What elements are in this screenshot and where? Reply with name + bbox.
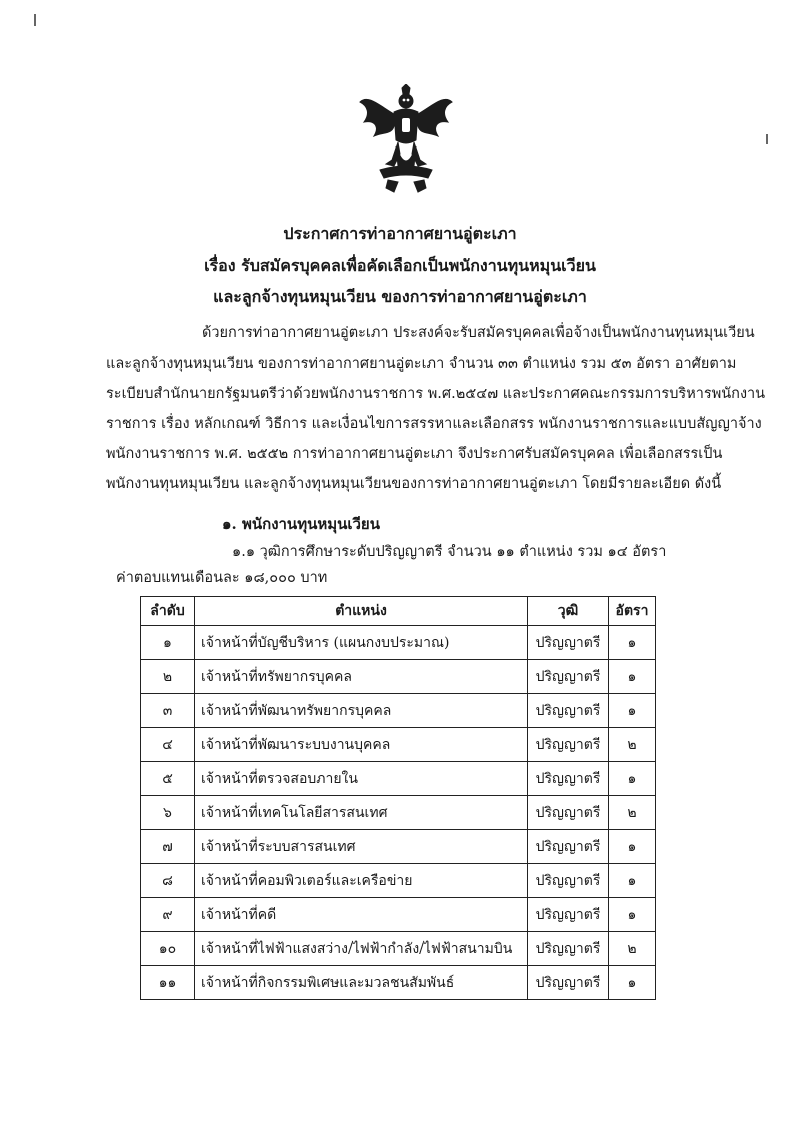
row-number: ๑ [141, 626, 195, 660]
row-position: เจ้าหน้าที่กิจกรรมพิเศษและมวลชนสัมพันธ์ [195, 966, 528, 1000]
row-number: ๓ [141, 694, 195, 728]
margin-mark [34, 14, 36, 26]
row-count: ๑ [609, 898, 656, 932]
row-number: ๔ [141, 728, 195, 762]
row-count: ๑ [609, 830, 656, 864]
table-row [141, 932, 656, 966]
row-count: ๒ [609, 932, 656, 966]
salary-line: ค่าตอบแทนเดือนละ ๑๘,๐๐๐ บาท [116, 570, 328, 586]
row-qualification: ปริญญาตรี [528, 660, 609, 694]
table-row [141, 762, 656, 796]
row-count: ๑ [609, 626, 656, 660]
row-number: ๑๐ [141, 932, 195, 966]
positions-table [140, 596, 656, 1000]
announcement-subject: เรื่อง รับสมัครบุคคลเพื่อคัดเลือกเป็นพนักงานทุนหมุนเวียน [204, 256, 596, 275]
intro-line: ราชการ เรื่อง หลักเกณฑ์ วิธีการ และเงื่อนไขการสรรหาและเลือกสรร พนักงานราชการและแบบสัญญาจ้าง [106, 416, 762, 432]
row-number: ๗ [141, 830, 195, 864]
intro-line: และลูกจ้างทุนหมุนเวียน ของการท่าอากาศยานอู่ตะเภา จำนวน ๓๓ ตำแหน่ง รวม ๕๓ อัตรา อาศัยตาม [106, 356, 737, 372]
table-row [141, 660, 656, 694]
row-position: เจ้าหน้าที่ไฟฟ้าแสงสว่าง/ไฟฟ้ากำลัง/ไฟฟ้าสนามบิน [195, 932, 528, 966]
intro-line: พนักงานทุนหมุนเวียน และลูกจ้างทุนหมุนเวียนของการท่าอากาศยานอู่ตะเภา โดยมีรายละเอียด ดังนี้ [106, 476, 722, 492]
table-row [141, 966, 656, 1000]
row-count: ๑ [609, 694, 656, 728]
row-count: ๑ [609, 660, 656, 694]
table-row [141, 864, 656, 898]
row-position: เจ้าหน้าที่พัฒนาทรัพยากรบุคคล [195, 694, 528, 728]
column-header-count: อัตรา [609, 597, 656, 626]
row-count: ๒ [609, 796, 656, 830]
table-row [141, 626, 656, 660]
row-count: ๑ [609, 966, 656, 1000]
row-position: เจ้าหน้าที่ทรัพยากรบุคคล [195, 660, 528, 694]
table-row [141, 796, 656, 830]
subsection-heading: ๑.๑ วุฒิการศึกษาระดับปริญญาตรี จำนวน ๑๑ ตำแหน่ง รวม ๑๔ อัตรา [232, 544, 667, 560]
row-qualification: ปริญญาตรี [528, 932, 609, 966]
announcement-subject-continued: และลูกจ้างทุนหมุนเวียน ของการท่าอากาศยานอู่ตะเภา [213, 287, 587, 306]
table-header-row [141, 597, 656, 626]
row-number: ๒ [141, 660, 195, 694]
intro-line: พนักงานราชการ พ.ศ. ๒๕๕๒ การท่าอากาศยานอู่ตะเภา จึงประกาศรับสมัครบุคคล เพื่อเลือกสรรเป็น [106, 446, 723, 462]
announcement-title: ประกาศการท่าอากาศยานอู่ตะเภา [283, 224, 517, 243]
section-heading: ๑. พนักงานทุนหมุนเวียน [222, 515, 380, 533]
table-row [141, 728, 656, 762]
table-row [141, 830, 656, 864]
row-number: ๘ [141, 864, 195, 898]
row-position: เจ้าหน้าที่คดี [195, 898, 528, 932]
table-row [141, 898, 656, 932]
row-position: เจ้าหน้าที่ระบบสารสนเทศ [195, 830, 528, 864]
row-number: ๕ [141, 762, 195, 796]
column-header-no: ลำดับ [141, 597, 195, 626]
row-qualification: ปริญญาตรี [528, 796, 609, 830]
margin-mark [766, 134, 768, 144]
table-row [141, 694, 656, 728]
row-position: เจ้าหน้าที่คอมพิวเตอร์และเครือข่าย [195, 864, 528, 898]
row-position: เจ้าหน้าที่พัฒนาระบบงานบุคคล [195, 728, 528, 762]
row-qualification: ปริญญาตรี [528, 966, 609, 1000]
row-qualification: ปริญญาตรี [528, 864, 609, 898]
row-count: ๒ [609, 728, 656, 762]
row-qualification: ปริญญาตรี [528, 694, 609, 728]
row-qualification: ปริญญาตรี [528, 728, 609, 762]
row-qualification: ปริญญาตรี [528, 830, 609, 864]
row-number: ๖ [141, 796, 195, 830]
garuda-emblem-icon [358, 84, 454, 196]
row-qualification: ปริญญาตรี [528, 898, 609, 932]
row-qualification: ปริญญาตรี [528, 762, 609, 796]
row-position: เจ้าหน้าที่เทคโนโลยีสารสนเทศ [195, 796, 528, 830]
row-qualification: ปริญญาตรี [528, 626, 609, 660]
row-number: ๑๑ [141, 966, 195, 1000]
column-header-qualification: วุฒิ [528, 597, 609, 626]
row-position: เจ้าหน้าที่ตรวจสอบภายใน [195, 762, 528, 796]
intro-line: ด้วยการท่าอากาศยานอู่ตะเภา ประสงค์จะรับสมัครบุคคลเพื่อจ้างเป็นพนักงานทุนหมุนเวียน [202, 325, 755, 341]
row-count: ๑ [609, 762, 656, 796]
row-count: ๑ [609, 864, 656, 898]
column-header-position: ตำแหน่ง [195, 597, 528, 626]
row-number: ๙ [141, 898, 195, 932]
row-position: เจ้าหน้าที่บัญชีบริหาร (แผนกงบประมาณ) [195, 626, 528, 660]
intro-line: ระเบียบสำนักนายกรัฐมนตรีว่าด้วยพนักงานราชการ พ.ศ.๒๕๔๗ และประกาศคณะกรรมการบริหารพนักงาน [106, 386, 766, 402]
